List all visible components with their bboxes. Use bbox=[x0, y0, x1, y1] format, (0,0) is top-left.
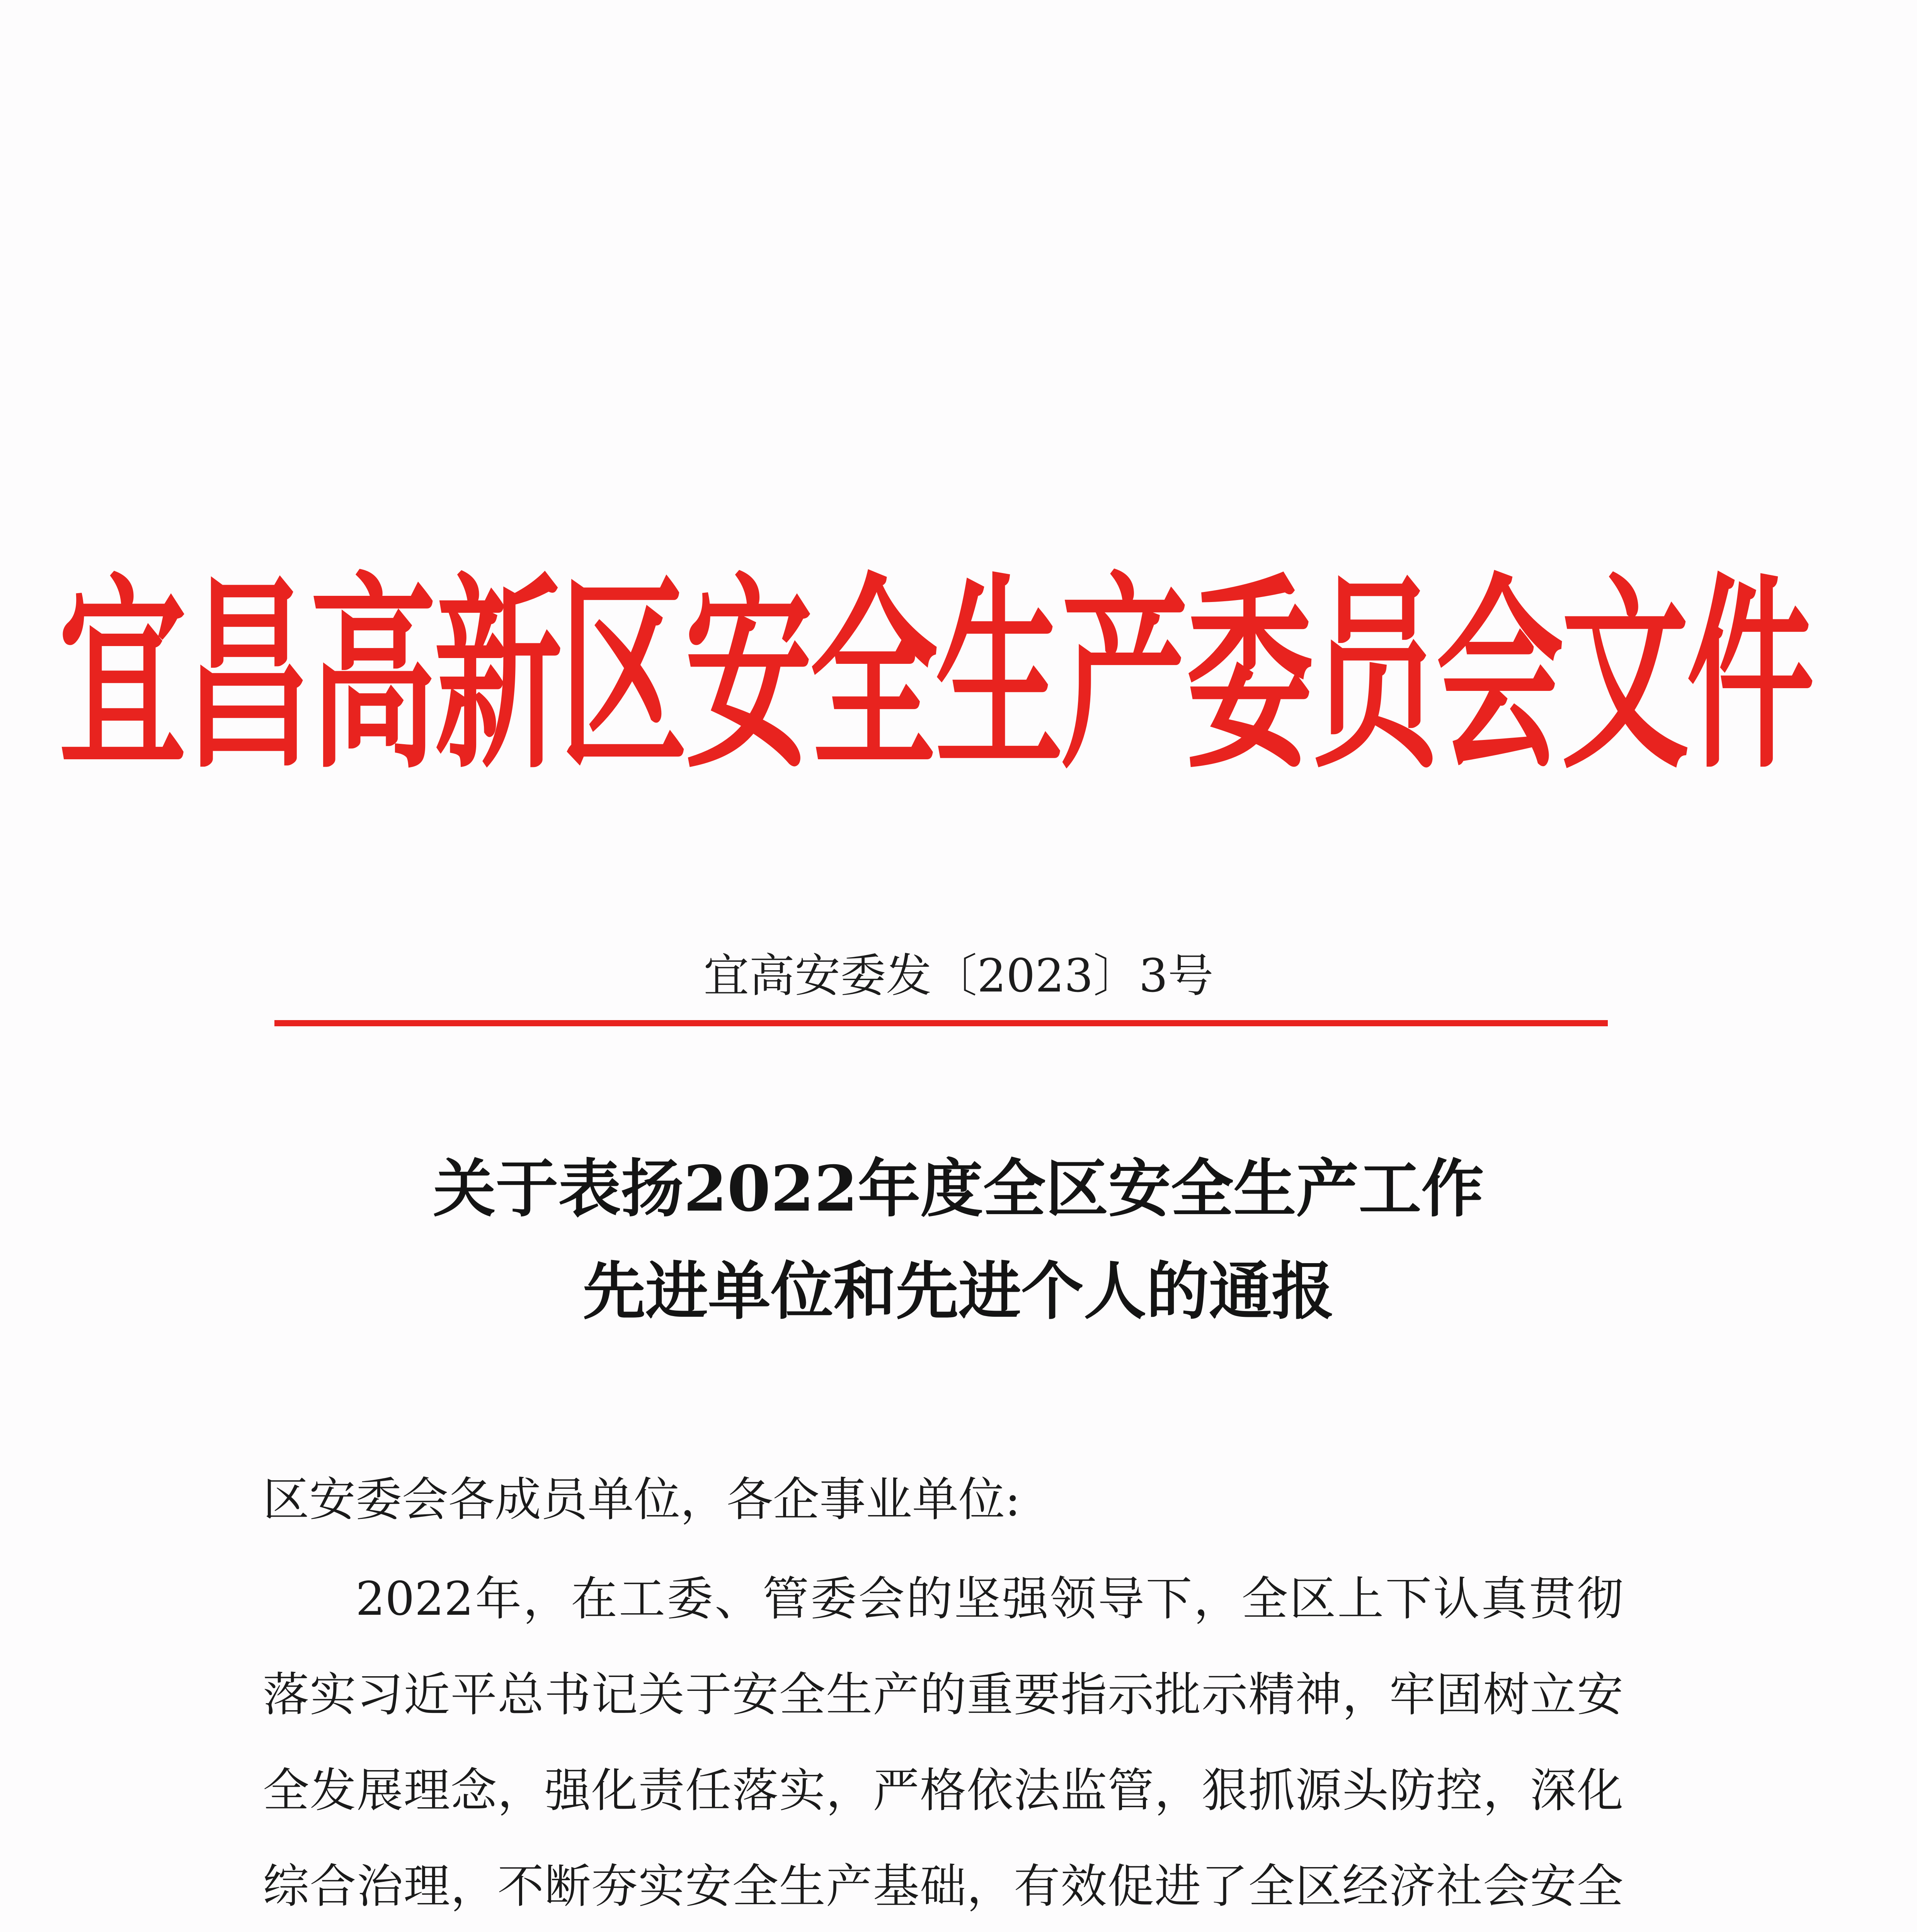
document-number: 宜高安委发〔2023〕3号 bbox=[703, 949, 1214, 1002]
notice-title-line-1: 关于表扬2022年度全区安全生产工作 bbox=[433, 1152, 1484, 1226]
salutation: 区安委会各成员单位，各企事业单位: bbox=[263, 1473, 1021, 1527]
notice-title-line-2: 先进单位和先进个人的通报 bbox=[583, 1255, 1334, 1328]
body-paragraph-1: 2022年，在工委、管委会的坚强领导下，全区上下认真贯彻落实习近平总书记关于安全生产的重要指示批示精神，牢固树立安全发展理念，强化责任落实，严格依法监管，狠抓源头防控，深化综合治理，不断夯实安全生产基础，有效促进了全区经济社会安全 bbox=[263, 1572, 1623, 1913]
masthead-title: 宜昌高新区安全生产委员会文件 bbox=[59, 556, 1812, 797]
red-divider-line bbox=[274, 1020, 1608, 1026]
